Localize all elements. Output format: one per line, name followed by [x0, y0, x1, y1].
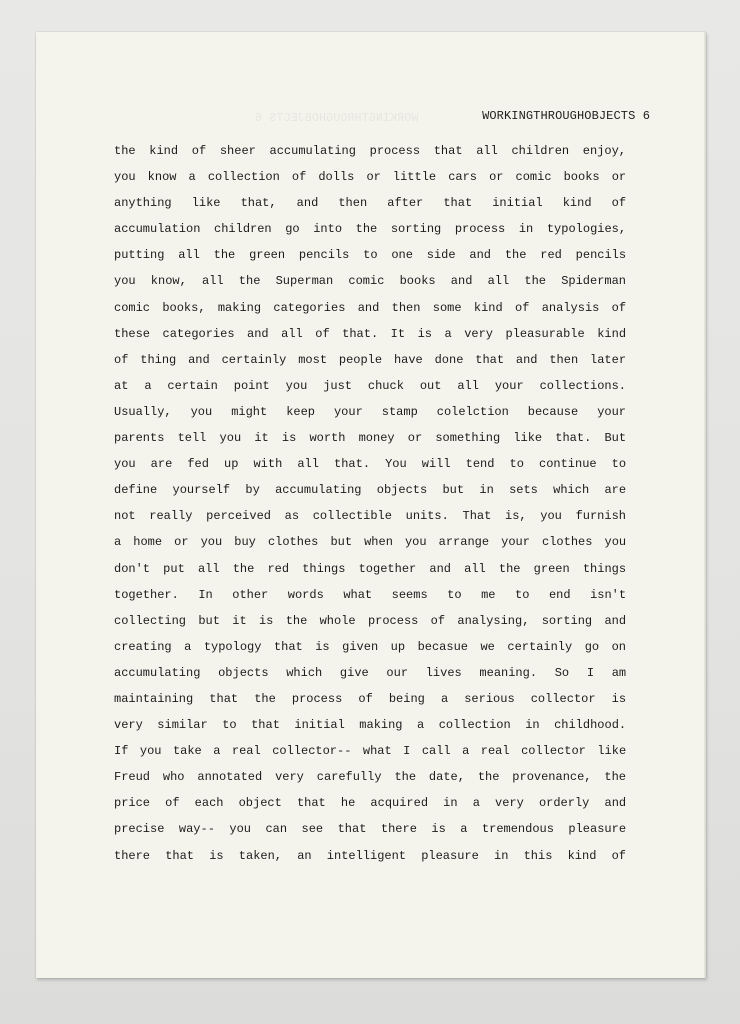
text-line: Usually, you might keep your stamp colelction because your: [114, 404, 626, 419]
text-line: precise way-- you can see that there is a tremendous pleasure: [114, 822, 627, 837]
text-line: creating a typology that is given up becasue we certainly go on: [114, 639, 627, 654]
text-line: comic books, making categories and then some kind of analysis of: [114, 300, 627, 315]
body-text: [114, 143, 626, 874]
show-through-header: WORKINGTHROUGHOBJECTS 6: [255, 112, 419, 125]
text-line: maintaining that the process of being a serious collector is: [114, 691, 627, 706]
text-line: don't put all the red things together and all the green things: [114, 561, 627, 576]
text-line: you are fed up with all that. You will tend to continue to: [114, 457, 627, 472]
text-line: collecting but it is the whole process of analysing, sorting and: [114, 613, 627, 628]
text-line: very similar to that initial making a collection in childhood.: [114, 718, 627, 733]
text-line: these categories and all of that. It is a very pleasurable kind: [114, 326, 627, 341]
text-line: there that is taken, an intelligent pleasure in this kind of: [114, 848, 626, 863]
page-header: WORKINGTHROUGHOBJECTS 6: [482, 109, 650, 123]
text-line: putting all the green pencils to one side and the red pencils: [114, 248, 627, 263]
text-line: Freud who annotated very carefully the date, the provenance, the: [114, 770, 626, 785]
text-line: parents tell you it is worth money or something like that. But: [114, 431, 627, 446]
text-line: a home or you buy clothes but when you arrange your clothes you: [114, 535, 627, 550]
text-line: not really perceived as collectible units. That is, you furnish: [114, 509, 626, 524]
text-line: If you take a real collector-- what I call a real collector like: [114, 744, 627, 759]
text-line: you know a collection of dolls or little cars or comic books or: [114, 170, 627, 185]
text-line: price of each object that he acquired in a very orderly and: [114, 796, 627, 811]
text-line: accumulating objects which give our lives meaning. So I am: [114, 665, 627, 680]
text-line: accumulation children go into the sorting process in typologies,: [114, 222, 627, 237]
text-line: anything like that, and then after that initial kind of: [114, 196, 627, 211]
text-line: together. In other words what seems to me to end isn't: [114, 587, 627, 602]
text-line: define yourself by accumulating objects but in sets which are: [114, 483, 627, 498]
text-line: you know, all the Superman comic books and all the Spiderman: [114, 274, 626, 289]
text-line: at a certain point you just chuck out all your collections.: [114, 378, 626, 393]
text-line: the kind of sheer accumulating process that all children enjoy,: [114, 144, 626, 158]
page-edge: [704, 32, 706, 978]
text-line: of thing and certainly most people have done that and then later: [114, 352, 627, 367]
